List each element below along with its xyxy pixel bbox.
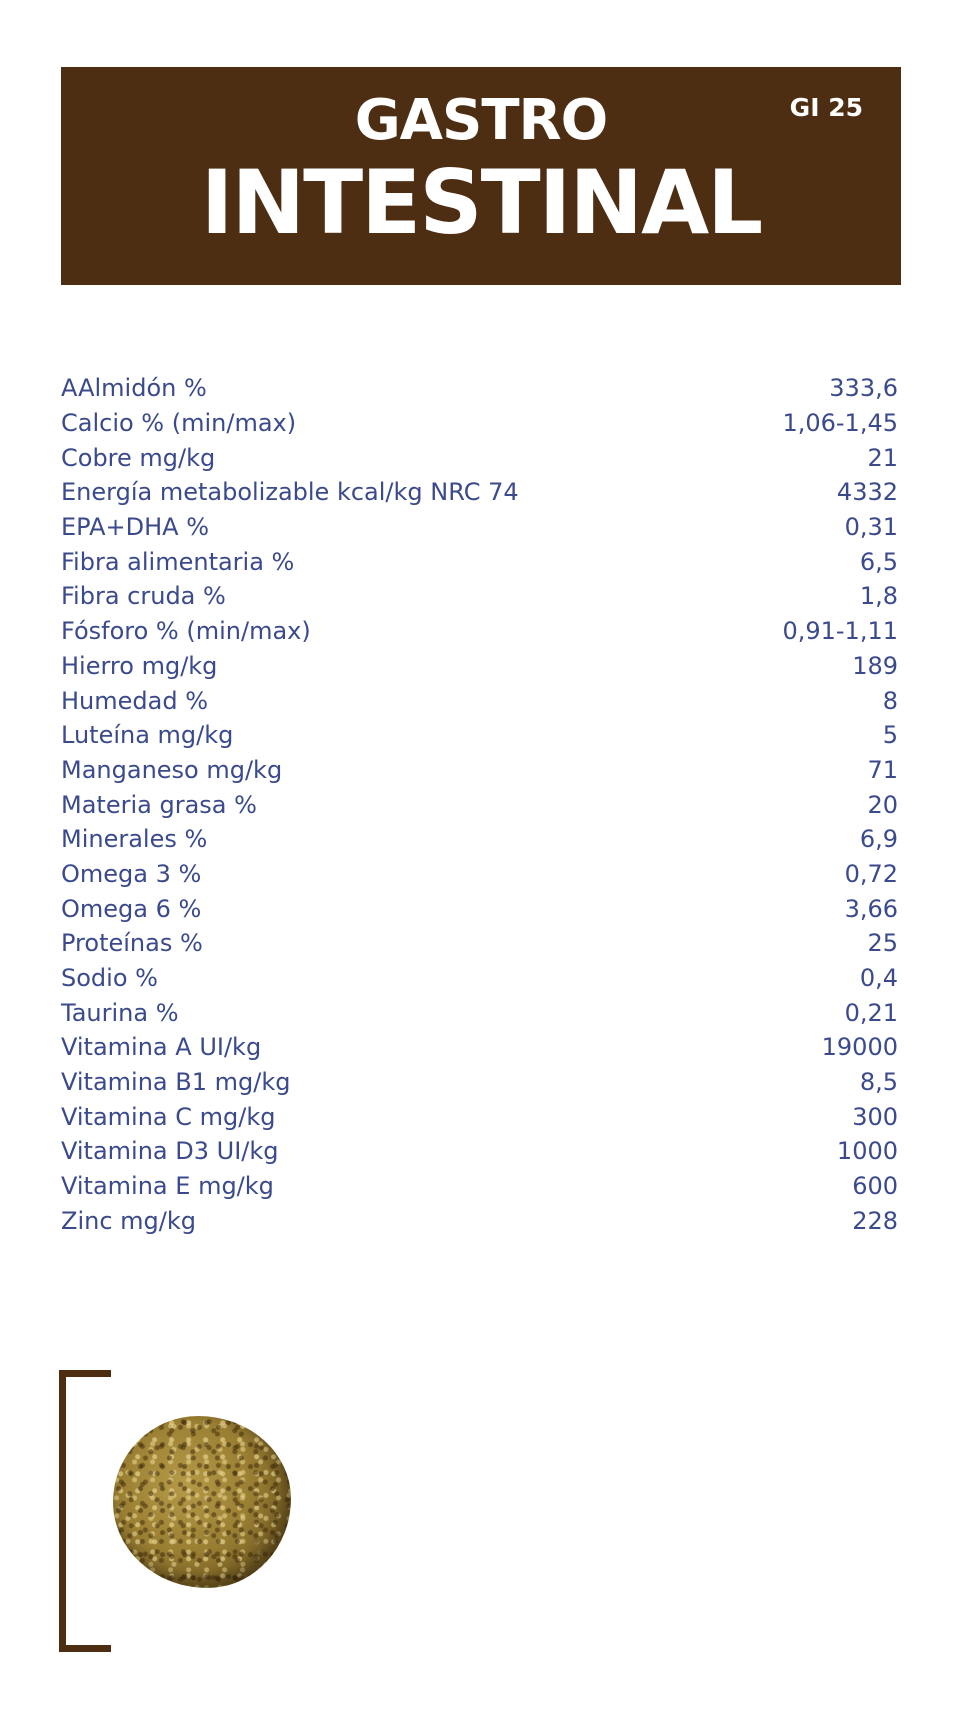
nutrient-value: 189 xyxy=(852,651,898,680)
nutrient-label: Omega 6 % xyxy=(61,894,202,923)
nutrient-row xyxy=(61,753,898,788)
nutrient-value: 19000 xyxy=(821,1033,898,1062)
nutrient-row xyxy=(61,1134,898,1169)
nutrient-label: Vitamina C mg/kg xyxy=(61,1102,276,1131)
nutrient-row xyxy=(61,926,898,961)
nutrient-row xyxy=(61,995,898,1030)
nutrient-value: 20 xyxy=(867,790,898,819)
nutrient-row xyxy=(61,510,898,545)
nutrient-label: AAlmidón % xyxy=(61,374,207,403)
nutrient-value: 228 xyxy=(852,1206,898,1235)
nutrient-value: 4332 xyxy=(836,478,898,507)
nutrient-label: Vitamina A UI/kg xyxy=(61,1033,262,1062)
nutrient-label: Fibra cruda % xyxy=(61,582,226,611)
nutrient-label: Cobre mg/kg xyxy=(61,443,216,472)
nutrient-value: 1000 xyxy=(836,1137,898,1166)
nutrient-table xyxy=(61,371,898,1238)
nutrient-row xyxy=(61,371,898,406)
nutrient-row xyxy=(61,1204,898,1239)
nutrient-value: 0,21 xyxy=(844,998,898,1027)
nutrient-label: Manganeso mg/kg xyxy=(61,755,283,784)
nutrient-label: Calcio % (min/max) xyxy=(61,409,297,438)
nutrient-value: 0,91-1,11 xyxy=(782,617,898,646)
nutrient-row xyxy=(61,718,898,753)
nutrient-value: 600 xyxy=(852,1172,898,1201)
nutrient-value: 25 xyxy=(867,929,898,958)
nutrient-row xyxy=(61,683,898,718)
nutrient-label: Humedad % xyxy=(61,686,209,715)
nutrient-row xyxy=(61,579,898,614)
nutrient-value: 8 xyxy=(882,686,898,715)
bracket-frame xyxy=(59,1370,111,1652)
nutrient-value: 6,9 xyxy=(859,825,898,854)
nutrient-row xyxy=(61,822,898,857)
nutrient-row xyxy=(61,544,898,579)
nutrient-row xyxy=(61,406,898,441)
nutrient-row xyxy=(61,440,898,475)
nutrient-row xyxy=(61,649,898,684)
nutrient-value: 71 xyxy=(867,755,898,784)
nutrient-row xyxy=(61,614,898,649)
nutrient-row xyxy=(61,1030,898,1065)
nutrient-value: 0,4 xyxy=(859,964,898,993)
nutrient-row xyxy=(61,1169,898,1204)
nutrient-row xyxy=(61,857,898,892)
nutrient-value: 6,5 xyxy=(859,547,898,576)
nutrient-value: 333,6 xyxy=(829,374,898,403)
nutrient-label: Sodio % xyxy=(61,964,158,993)
nutrient-row xyxy=(61,1065,898,1100)
nutrient-label: Vitamina B1 mg/kg xyxy=(61,1068,291,1097)
nutrient-label: EPA+DHA % xyxy=(61,513,210,542)
title-gastro: GASTRO xyxy=(354,88,608,153)
nutrient-row xyxy=(61,891,898,926)
nutrient-label: Taurina % xyxy=(61,998,179,1027)
nutrient-row xyxy=(61,475,898,510)
product-header xyxy=(61,67,901,285)
nutrient-label: Materia grasa % xyxy=(61,790,257,819)
nutrient-row xyxy=(61,1099,898,1134)
nutrient-label: Energía metabolizable kcal/kg NRC 74 xyxy=(61,478,519,507)
nutrient-label: Hierro mg/kg xyxy=(61,651,218,680)
nutrient-label: Fibra alimentaria % xyxy=(61,547,295,576)
title-intestinal: INTESTINAL xyxy=(200,151,762,254)
nutrient-value: 300 xyxy=(852,1102,898,1131)
nutrient-label: Luteína mg/kg xyxy=(61,721,234,750)
nutrient-label: Minerales % xyxy=(61,825,208,854)
nutrient-value: 5 xyxy=(882,721,898,750)
nutrient-row xyxy=(61,961,898,996)
nutrient-value: 3,66 xyxy=(844,894,898,923)
nutrient-label: Omega 3 % xyxy=(61,859,202,888)
nutrient-label: Fósforo % (min/max) xyxy=(61,617,311,646)
nutrient-value: 0,31 xyxy=(844,513,898,542)
nutrient-value: 0,72 xyxy=(844,859,898,888)
nutrient-label: Vitamina E mg/kg xyxy=(61,1172,274,1201)
nutrient-row xyxy=(61,787,898,822)
nutrient-label: Vitamina D3 UI/kg xyxy=(61,1137,279,1166)
kibble-image xyxy=(113,1416,291,1588)
nutrient-value: 1,8 xyxy=(859,582,898,611)
nutrient-label: Zinc mg/kg xyxy=(61,1206,196,1235)
product-code: GI 25 xyxy=(789,93,863,122)
nutrient-label: Proteínas % xyxy=(61,929,203,958)
nutrient-value: 21 xyxy=(867,443,898,472)
nutrient-value: 8,5 xyxy=(859,1068,898,1097)
nutrient-value: 1,06-1,45 xyxy=(782,409,898,438)
